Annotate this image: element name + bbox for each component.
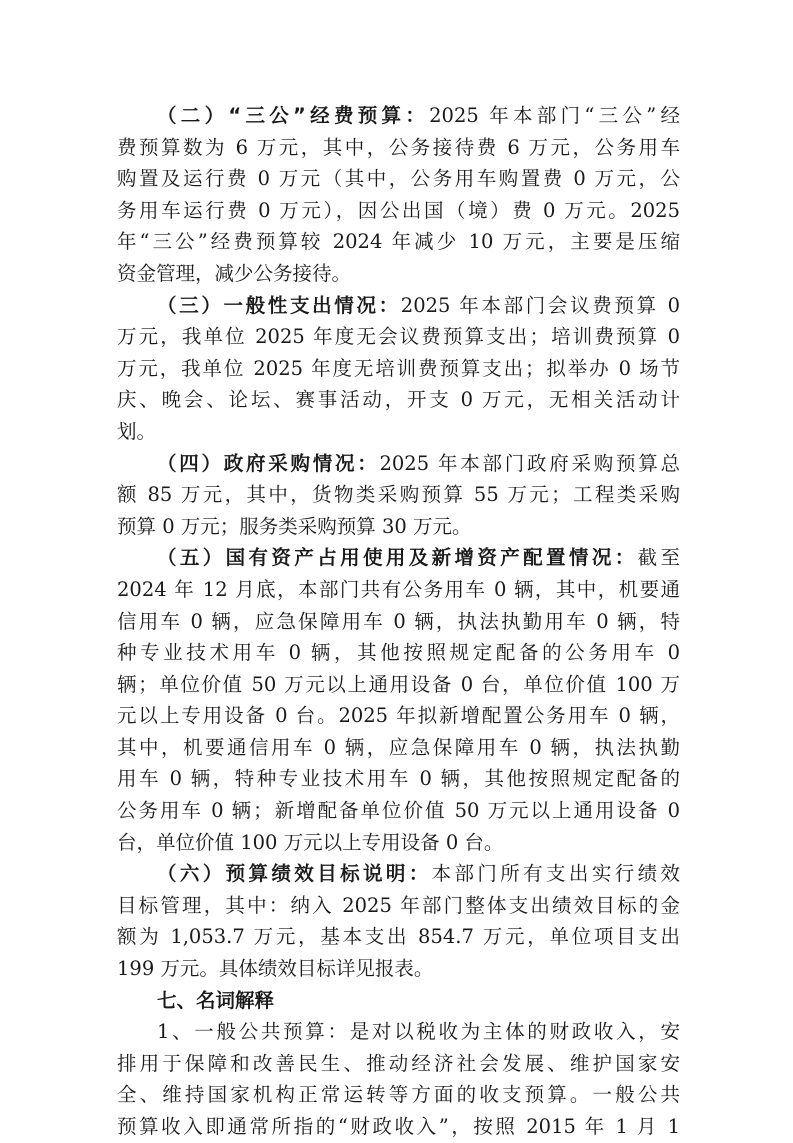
line-text: 截至 [637, 546, 680, 570]
paragraph-line [117, 890, 680, 922]
line-text: 费预算数为 6 万元，其中，公务接待费 6 万元，公务用车 [117, 135, 680, 159]
line-text: 购置及运行费 0 万元（其中，公务用车购置费 0 万元，公 [117, 167, 680, 191]
paragraph-first-line [117, 100, 680, 132]
paragraph-first-line [117, 985, 680, 1017]
paragraph-line [117, 226, 680, 258]
line-text: 额为 1,053.7 万元，基本支出 854.7 万元，单位项目支出 [117, 925, 680, 949]
line-text: 信用车 0 辆，应急保障用车 0 辆，执法执勤用车 0 辆，特 [117, 609, 680, 633]
line-text: 万元，我单位 2025 年度无培训费预算支出；拟举办 0 场节 [117, 356, 680, 380]
document-page [117, 100, 680, 1143]
paragraph-line [117, 1111, 680, 1143]
line-text: 划。 [117, 419, 157, 443]
line-text: 额 85 万元，其中，货物类采购预算 55 万元；工程类采购 [117, 483, 680, 507]
paragraph-first-line [117, 290, 680, 322]
paragraph-line [117, 258, 680, 290]
paragraph-line [117, 637, 680, 669]
paragraph-first-line [117, 1016, 680, 1048]
paragraph-first-line [117, 858, 680, 890]
paragraph-line [117, 606, 680, 638]
line-text: 2024 年 12 月底，本部门共有公务用车 0 辆，其中，机要通 [117, 577, 680, 601]
paragraph-line [117, 511, 680, 543]
line-text: 本部门所有支出实行绩效 [431, 862, 680, 886]
paragraph-line [117, 732, 680, 764]
line-text: 2025 年本部门会议费预算 0 [400, 293, 680, 317]
line-text: 辆；单位价值 50 万元以上通用设备 0 台，单位价值 100 万 [117, 672, 680, 696]
section-heading: 七、名词解释 [157, 988, 275, 1012]
line-text: 其中，机要通信用车 0 辆，应急保障用车 0 辆，执法执勤 [117, 735, 680, 759]
paragraph-line [117, 921, 680, 953]
line-text: 1、一般公共预算：是对以税收为主体的财政收入，安 [157, 1020, 680, 1044]
paragraph-line [117, 827, 680, 859]
line-text: 年“三公”经费预算较 2024 年减少 10 万元，主要是压缩 [117, 230, 680, 254]
paragraph-lead: （五）国有资产占用使用及新增资产配置情况： [157, 546, 638, 570]
line-text: 用车 0 辆，特种专业技术用车 0 辆，其他按照规定配备的 [117, 767, 680, 791]
line-text: 预算收入即通常所指的“财政收入”，按照 2015 年 1 月 1 [117, 1115, 680, 1138]
line-text: 台，单位价值 100 万元以上专用设备 0 台。 [117, 830, 504, 854]
paragraph-line [117, 574, 680, 606]
paragraph-line [117, 700, 680, 732]
line-text: 预算 0 万元；服务类采购预算 30 万元。 [117, 514, 472, 538]
paragraph-line [117, 384, 680, 416]
paragraph-line [117, 163, 680, 195]
paragraph-lead: （六）预算绩效目标说明： [157, 862, 432, 886]
line-text: 2025 年本部门政府采购预算总 [379, 451, 680, 475]
paragraph-line [117, 416, 680, 448]
paragraph-line [117, 795, 680, 827]
line-text: 万元，我单位 2025 年度无会议费预算支出；培训费预算 0 [117, 325, 680, 349]
paragraph-line [117, 353, 680, 385]
paragraph-line [117, 669, 680, 701]
paragraph-line [117, 1048, 680, 1080]
paragraph-line [117, 479, 680, 511]
line-text: 199 万元。具体绩效目标详见报表。 [117, 957, 434, 981]
paragraph-lead: （三）一般性支出情况： [157, 293, 401, 317]
line-text: 公务用车 0 辆；新增配备单位价值 50 万元以上通用设备 0 [117, 799, 680, 823]
paragraph-line [117, 1079, 680, 1111]
paragraph-first-line [117, 448, 680, 480]
line-text: 全、维持国家机构正常运转等方面的收支预算。一般公共 [117, 1083, 680, 1107]
line-text: 种专业技术用车 0 辆，其他按照规定配备的公务用车 0 [117, 641, 680, 665]
paragraph-line [117, 953, 680, 985]
paragraph-lead: （四）政府采购情况： [157, 451, 380, 475]
line-text: 2025 年本部门“三公”经 [429, 104, 680, 127]
line-text: 元以上专用设备 0 台。2025 年拟新增配置公务用车 0 辆， [117, 704, 680, 728]
paragraph-lead: （二）“三公”经费预算： [157, 104, 430, 127]
paragraph-line [117, 321, 680, 353]
line-text: 目标管理，其中：纳入 2025 年部门整体支出绩效目标的金 [117, 893, 680, 917]
paragraph-line [117, 763, 680, 795]
line-text: 务用车运行费 0 万元），因公出国（境）费 0 万元。2025 [117, 198, 680, 222]
line-text: 资金管理，减少公务接待。 [117, 261, 352, 285]
paragraph-first-line [117, 542, 680, 574]
line-text: 庆、晚会、论坛、赛事活动，开支 0 万元，无相关活动计 [117, 388, 680, 412]
paragraph-line [117, 132, 680, 164]
line-text: 排用于保障和改善民生、推动经济社会发展、维护国家安 [117, 1051, 680, 1075]
paragraph-line [117, 195, 680, 227]
